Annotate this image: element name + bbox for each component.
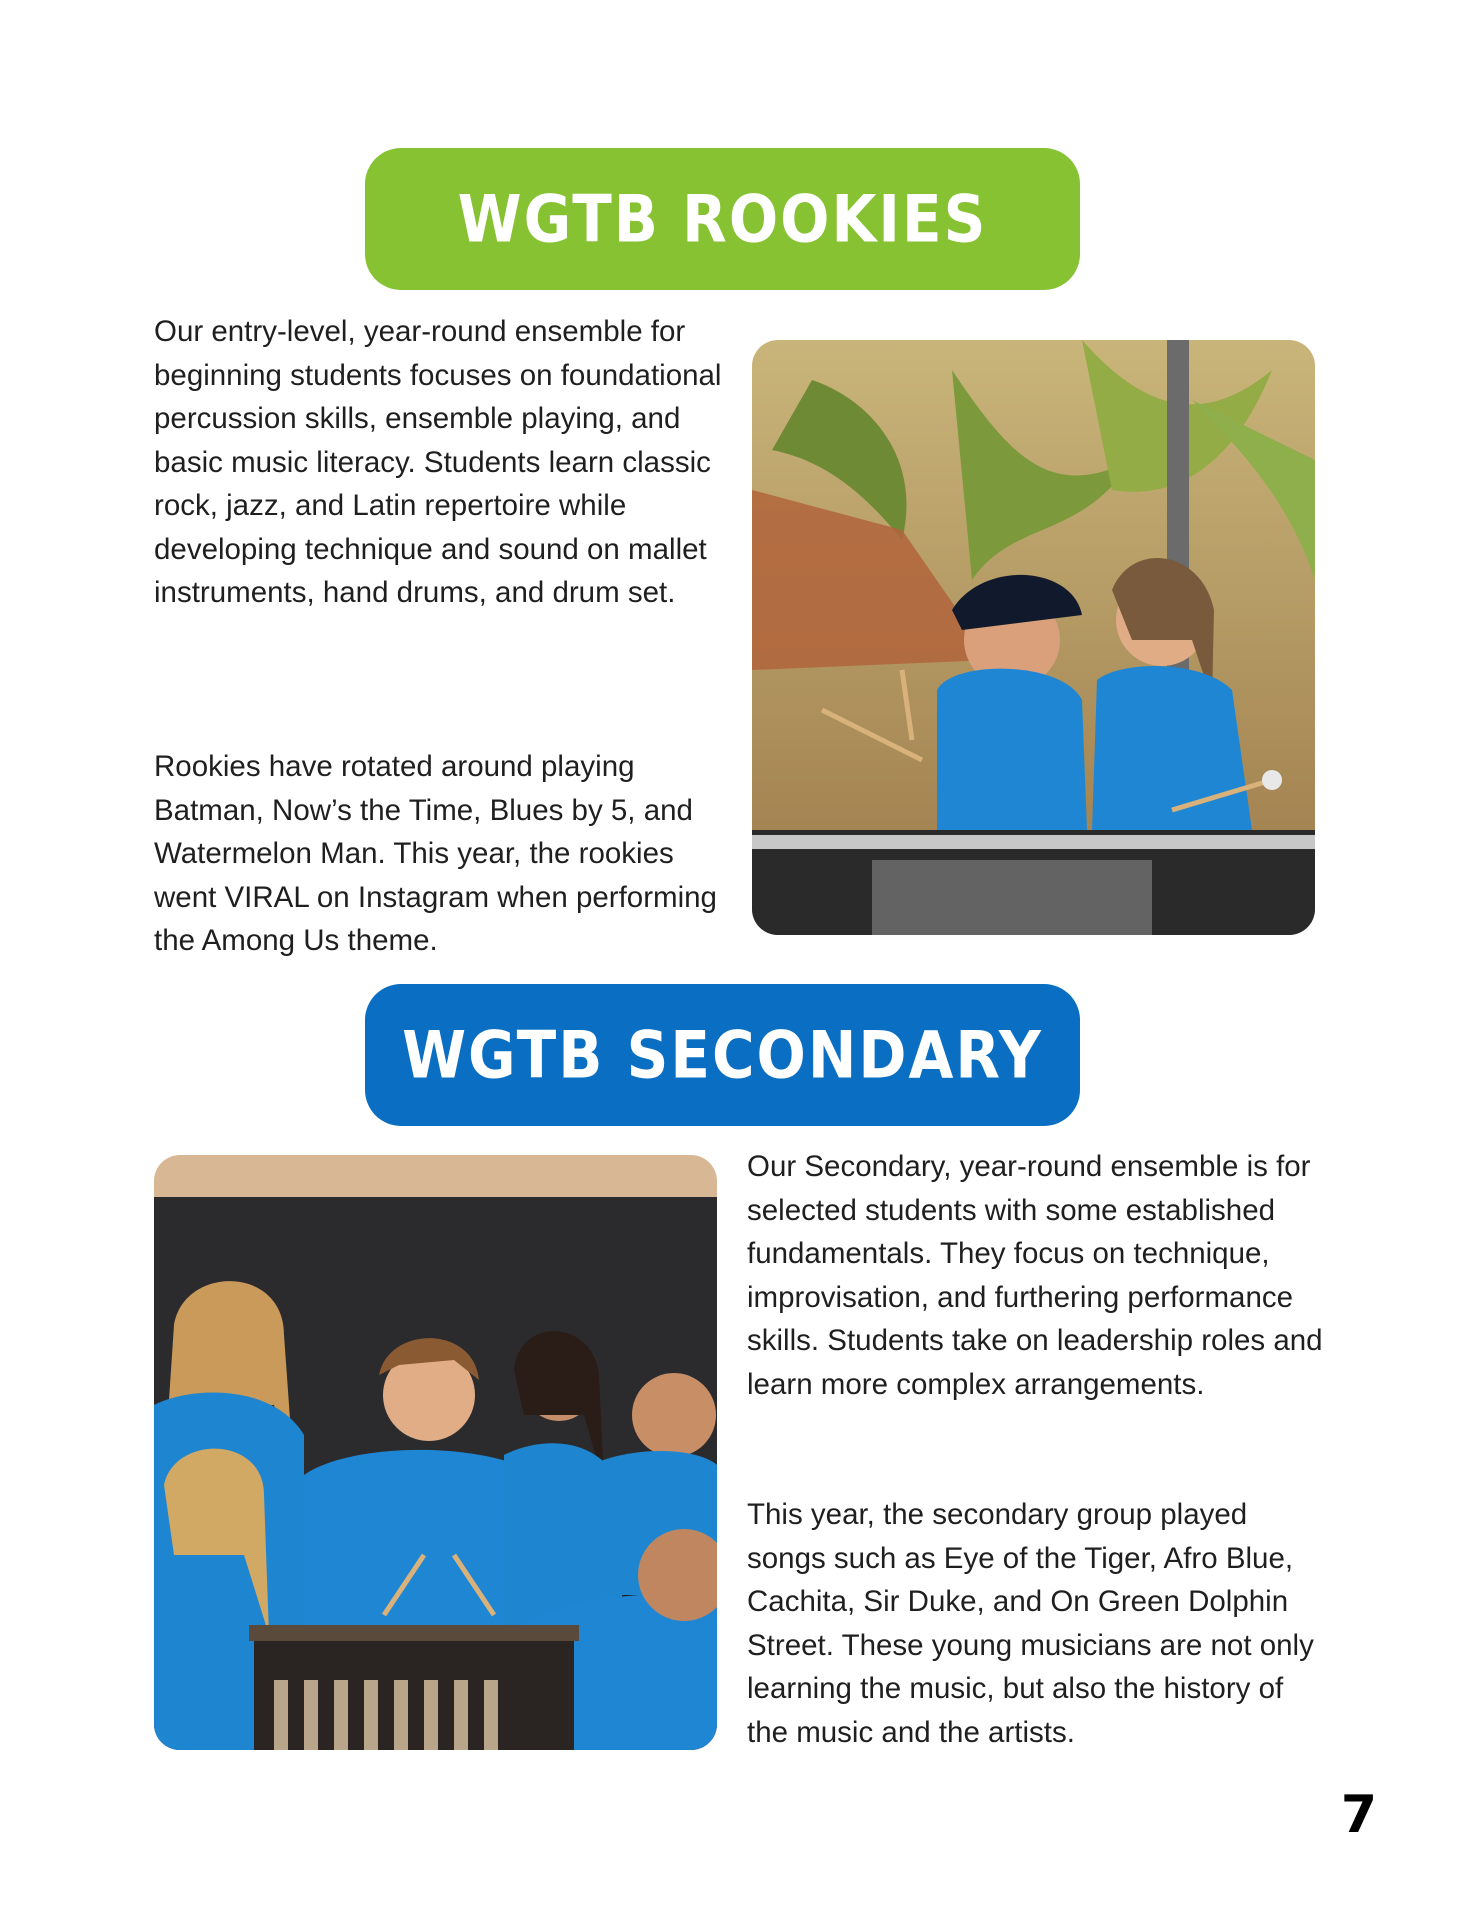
rookies-photo (752, 340, 1315, 935)
secondary-paragraph-1: Our Secondary, year-round ensemble is for selected students with some established fundamentals. They focus on technique, improvisation, and furthering performance skills. Students take on leadership roles and learn more complex arrangements. (747, 1150, 1323, 1401)
rookies-paragraph-1: Our entry-level, year-round ensemble for beginning students focuses on foundational percussion skills, ensemble playing, and basic music literacy. Students learn classic rock, jazz, and Latin repertoire while developing technique and sound on mallet instruments, hand drums, and drum set. (154, 315, 722, 609)
rookies-title: WGTB ROOKIES (457, 180, 988, 258)
secondary-paragraph-2: This year, the secondary group played songs such as Eye of the Tiger, Afro Blue, Cachita, Sir Duke, and On Green Dolphin Street. These young musicians are not only learning the music, but also the history of the music and the artists. (747, 1498, 1314, 1749)
rookies-banner (365, 148, 1080, 290)
secondary-photo (154, 1155, 717, 1750)
secondary-title: WGTB SECONDARY (402, 1016, 1043, 1094)
secondary-banner (365, 984, 1080, 1126)
rookies-paragraph-2: Rookies have rotated around playing Batman, Now’s the Time, Blues by 5, and Watermelon Man. This year, the rookies went VIRAL on Instagram when performing the Among Us theme. (154, 750, 717, 957)
page-number: 7 (1340, 1785, 1377, 1845)
